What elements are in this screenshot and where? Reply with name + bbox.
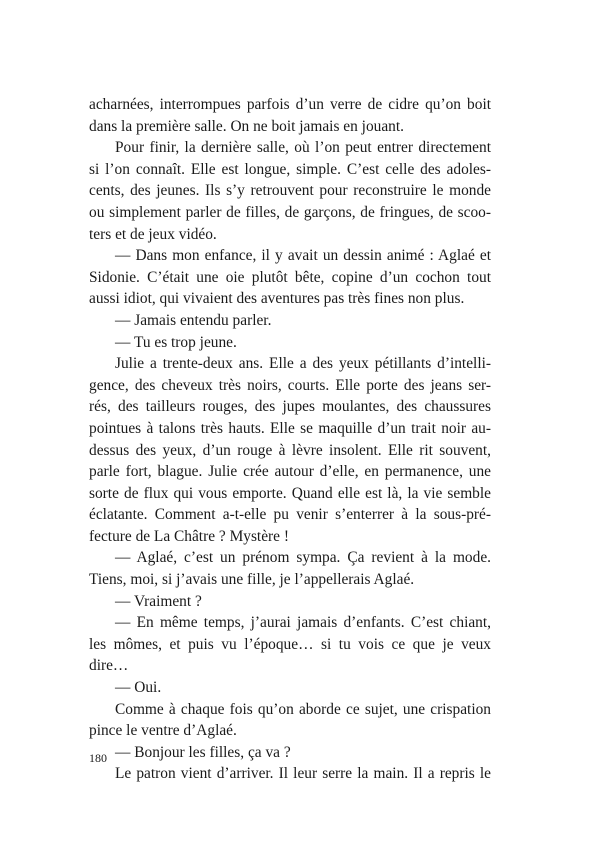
text-line: éclatante. Comment a-t-elle pu venir s’enterrer à la sous-pré- (89, 506, 491, 524)
text-line: Le patron vient d’arriver. Il leur serre la main. Il a repris le (115, 765, 491, 783)
text-line: les mômes, et puis vu l’époque… si tu vois ce que je veux (89, 635, 491, 653)
text-line: — Aglaé, c’est un prénom sympa. Ça revient à la mode. (115, 549, 491, 567)
text-line: ou simplement parler de filles, de garçons, de fringues, de scoo- (89, 203, 491, 221)
text-line: — En même temps, j’aurai jamais d’enfants. C’est chiant, (115, 614, 491, 632)
text-line: — Oui. (115, 679, 162, 697)
text-line: dessus des yeux, d’un rouge à lèvre insolent. Elle rit souvent, (89, 441, 491, 459)
text-line: parle fort, blague. Julie crée autour d’elle, en permanence, une (89, 463, 491, 481)
text-line: acharnées, interrompues parfois d’un verre de cidre qu’on boit (89, 96, 491, 113)
text-line: aussi idiot, qui vivaient des aventures pas très fines non plus. (89, 290, 465, 308)
text-line: pointues à talons très hauts. Elle se maquille d’un trait noir au- (89, 419, 491, 437)
text-line: — Vraiment ? (115, 592, 202, 610)
text-line: — Tu es trop jeune. (115, 333, 237, 351)
text-line: si l’on connaît. Elle est longue, simple. C’est celle des adoles- (89, 160, 491, 178)
text-line: fecture de La Châtre ? Mystère ! (89, 527, 289, 545)
text-line: Comme à chaque fois qu’on aborde ce sujet, une crispation (115, 700, 491, 718)
text-line: — Dans mon enfance, il y avait un dessin animé : Aglaé et (115, 247, 491, 265)
text-line: gence, des cheveux très noirs, courts. Elle porte des jeans ser- (89, 376, 491, 394)
text-line: Pour finir, la dernière salle, où l’on peut entrer directement (115, 139, 491, 157)
text-line: Tiens, moi, si j’avais une fille, je l’appellerais Aglaé. (89, 571, 415, 589)
text-line: rés, des tailleurs rouges, des jupes moulantes, des chaussures (89, 398, 491, 416)
text-line: — Bonjour les filles, ça va ? (115, 743, 291, 761)
page-number: 180 (89, 751, 107, 765)
text-line: dans la première salle. On ne boit jamais en jouant. (89, 117, 404, 135)
text-line: sorte de flux qui vous emporte. Quand elle est là, la vie semble (89, 484, 491, 502)
text-line: — Jamais entendu parler. (115, 311, 272, 329)
text-line: ters et de jeux vidéo. (89, 225, 217, 243)
text-line: pince le ventre d’Aglaé. (89, 722, 237, 740)
text-line: Sidonie. C’était une oie plutôt bête, copine d’un cochon tout (89, 268, 491, 286)
body-text (89, 94, 491, 785)
text-line: cents, des jeunes. Ils s’y retrouvent pour reconstruire le monde (89, 182, 491, 200)
text-line: dire… (89, 657, 129, 675)
text-line: Julie a trente-deux ans. Elle a des yeux pétillants d’intelli- (115, 355, 491, 373)
